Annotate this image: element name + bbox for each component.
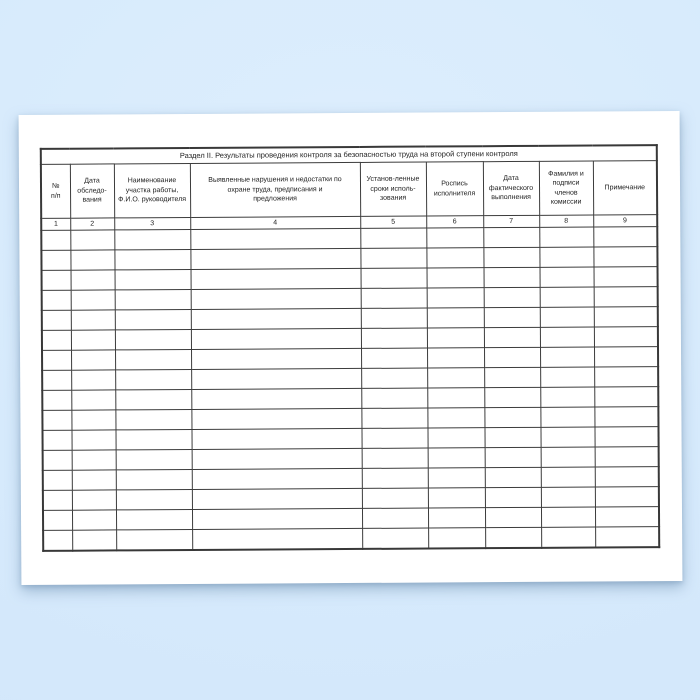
empty-cell	[191, 348, 361, 369]
empty-cell	[485, 527, 541, 548]
empty-cell	[594, 327, 658, 347]
empty-cell	[71, 310, 115, 330]
empty-cell	[360, 248, 426, 268]
empty-cell	[362, 528, 428, 549]
empty-cell	[191, 268, 361, 289]
empty-cell	[427, 368, 484, 388]
empty-cell	[42, 310, 71, 330]
empty-cell	[483, 247, 539, 267]
empty-cell	[540, 407, 594, 427]
empty-cell	[426, 248, 483, 268]
empty-cell	[43, 450, 72, 470]
empty-cell	[594, 347, 658, 367]
empty-cell	[595, 527, 659, 548]
empty-cell	[428, 528, 485, 549]
empty-cell	[541, 467, 595, 487]
empty-cell	[72, 490, 116, 510]
empty-cell	[72, 510, 116, 530]
empty-cell	[115, 329, 191, 349]
empty-cell	[115, 409, 191, 429]
empty-cell	[428, 468, 485, 488]
empty-cell	[72, 470, 116, 490]
empty-cell	[71, 410, 115, 430]
empty-cell	[541, 447, 595, 467]
empty-cell	[593, 227, 657, 247]
column-number: 8	[539, 215, 593, 227]
empty-cell	[540, 367, 594, 387]
column-number: 4	[190, 216, 360, 229]
empty-cell	[483, 227, 539, 247]
empty-cell	[484, 407, 540, 427]
table-row	[43, 527, 659, 551]
empty-cell	[115, 269, 191, 289]
document-page	[19, 111, 683, 585]
empty-cell	[191, 388, 361, 409]
empty-cell	[595, 447, 659, 467]
empty-cell	[362, 488, 428, 508]
empty-cell	[485, 467, 541, 487]
column-number: 1	[41, 218, 70, 230]
empty-cell	[114, 249, 190, 269]
empty-cell	[541, 507, 595, 527]
empty-cell	[594, 407, 658, 427]
empty-cell	[540, 267, 594, 287]
empty-cell	[540, 327, 594, 347]
empty-cell	[115, 349, 191, 369]
empty-cell	[116, 509, 192, 529]
empty-cell	[362, 508, 428, 528]
empty-cell	[41, 230, 70, 250]
empty-cell	[594, 267, 658, 287]
empty-cell	[42, 370, 71, 390]
empty-cell	[594, 427, 658, 447]
column-header: Дата обследо- вания	[70, 164, 114, 218]
empty-cell	[41, 250, 70, 270]
empty-cell	[594, 387, 658, 407]
empty-cell	[42, 350, 71, 370]
empty-cell	[42, 290, 71, 310]
table-header-row	[41, 161, 657, 219]
empty-cell	[428, 448, 485, 468]
empty-cell	[360, 228, 426, 248]
column-number: 9	[593, 215, 657, 227]
empty-cell	[116, 449, 192, 469]
column-number: 7	[483, 215, 539, 227]
empty-cell	[540, 347, 594, 367]
empty-cell	[192, 488, 362, 509]
empty-cell	[540, 307, 594, 327]
empty-cell	[485, 507, 541, 527]
empty-cell	[427, 408, 484, 428]
empty-cell	[594, 287, 658, 307]
empty-cell	[595, 487, 659, 507]
empty-cell	[361, 328, 427, 348]
empty-cell	[191, 288, 361, 309]
empty-cell	[72, 450, 116, 470]
empty-cell	[192, 508, 362, 529]
empty-cell	[361, 268, 427, 288]
control-results-table	[40, 144, 661, 552]
empty-cell	[540, 287, 594, 307]
empty-cell	[594, 367, 658, 387]
empty-cell	[43, 510, 72, 530]
empty-cell	[191, 368, 361, 389]
empty-cell	[43, 470, 72, 490]
empty-cell	[192, 468, 362, 489]
empty-cell	[428, 508, 485, 528]
column-header: Роспись исполнителя	[426, 162, 483, 216]
empty-cell	[71, 370, 115, 390]
empty-cell	[42, 270, 71, 290]
empty-cell	[427, 348, 484, 368]
empty-cell	[595, 507, 659, 527]
empty-cell	[115, 389, 191, 409]
empty-cell	[192, 528, 362, 550]
empty-cell	[70, 230, 114, 250]
empty-cell	[594, 307, 658, 327]
empty-cell	[115, 369, 191, 389]
empty-cell	[541, 487, 595, 507]
column-header: Наименование участка работы, Ф.И.О. руководителя	[114, 163, 190, 217]
empty-cell	[484, 307, 540, 327]
empty-cell	[484, 367, 540, 387]
empty-cell	[191, 308, 361, 329]
empty-cell	[70, 250, 114, 270]
column-number: 2	[70, 218, 114, 230]
empty-cell	[71, 350, 115, 370]
empty-cell	[361, 308, 427, 328]
column-header: Установ-ленные сроки исполь- зования	[360, 162, 426, 216]
empty-cell	[427, 328, 484, 348]
empty-cell	[484, 287, 540, 307]
empty-cell	[540, 427, 594, 447]
empty-cell	[540, 387, 594, 407]
empty-cell	[116, 469, 192, 489]
empty-cell	[593, 247, 657, 267]
empty-cell	[72, 530, 116, 551]
empty-cell	[115, 429, 191, 449]
empty-cell	[42, 390, 71, 410]
empty-cell	[539, 227, 593, 247]
empty-cell	[190, 228, 360, 249]
empty-cell	[427, 428, 484, 448]
empty-cell	[115, 309, 191, 329]
column-header: Выявленные нарушения и недостатки по охране труда, предписания и предложения	[190, 162, 360, 217]
empty-cell	[426, 228, 483, 248]
empty-cell	[484, 387, 540, 407]
empty-cell	[191, 328, 361, 349]
empty-cell	[427, 268, 484, 288]
empty-cell	[191, 428, 361, 449]
empty-cell	[361, 348, 427, 368]
empty-cell	[116, 529, 192, 550]
empty-cell	[361, 368, 427, 388]
empty-cell	[115, 289, 191, 309]
empty-cell	[484, 427, 540, 447]
empty-cell	[484, 347, 540, 367]
empty-cell	[361, 428, 427, 448]
empty-cell	[484, 327, 540, 347]
empty-cell	[595, 467, 659, 487]
column-header: Дата фактического выполнения	[483, 161, 539, 215]
empty-cell	[427, 388, 484, 408]
empty-cell	[361, 388, 427, 408]
empty-cell	[428, 488, 485, 508]
column-header: Фамилия и подписи членов комиссии	[539, 161, 593, 215]
empty-cell	[541, 527, 595, 548]
empty-cell	[192, 448, 362, 469]
empty-cell	[191, 408, 361, 429]
empty-cell	[427, 308, 484, 328]
column-number: 6	[426, 216, 483, 228]
empty-cell	[362, 468, 428, 488]
empty-cell	[71, 290, 115, 310]
column-number: 3	[114, 217, 190, 229]
empty-cell	[484, 267, 540, 287]
empty-cell	[539, 247, 593, 267]
empty-cell	[485, 487, 541, 507]
empty-cell	[42, 430, 71, 450]
empty-cell	[71, 330, 115, 350]
empty-cell	[427, 288, 484, 308]
column-number: 5	[360, 216, 426, 228]
empty-cell	[42, 330, 71, 350]
empty-cell	[362, 448, 428, 468]
empty-cell	[190, 248, 360, 269]
empty-cell	[361, 408, 427, 428]
empty-cell	[485, 447, 541, 467]
empty-cell	[116, 489, 192, 509]
empty-cell	[43, 530, 72, 551]
column-header: № п/п	[41, 164, 70, 218]
empty-cell	[71, 390, 115, 410]
section-title: Раздел II. Результаты проведения контроля за безопасностью труда на второй ступени контроля	[41, 145, 657, 164]
empty-cell	[114, 229, 190, 249]
empty-cell	[361, 288, 427, 308]
column-header: Примечание	[593, 161, 657, 215]
empty-cell	[71, 270, 115, 290]
empty-cell	[71, 430, 115, 450]
empty-cell	[42, 410, 71, 430]
empty-cell	[43, 490, 72, 510]
